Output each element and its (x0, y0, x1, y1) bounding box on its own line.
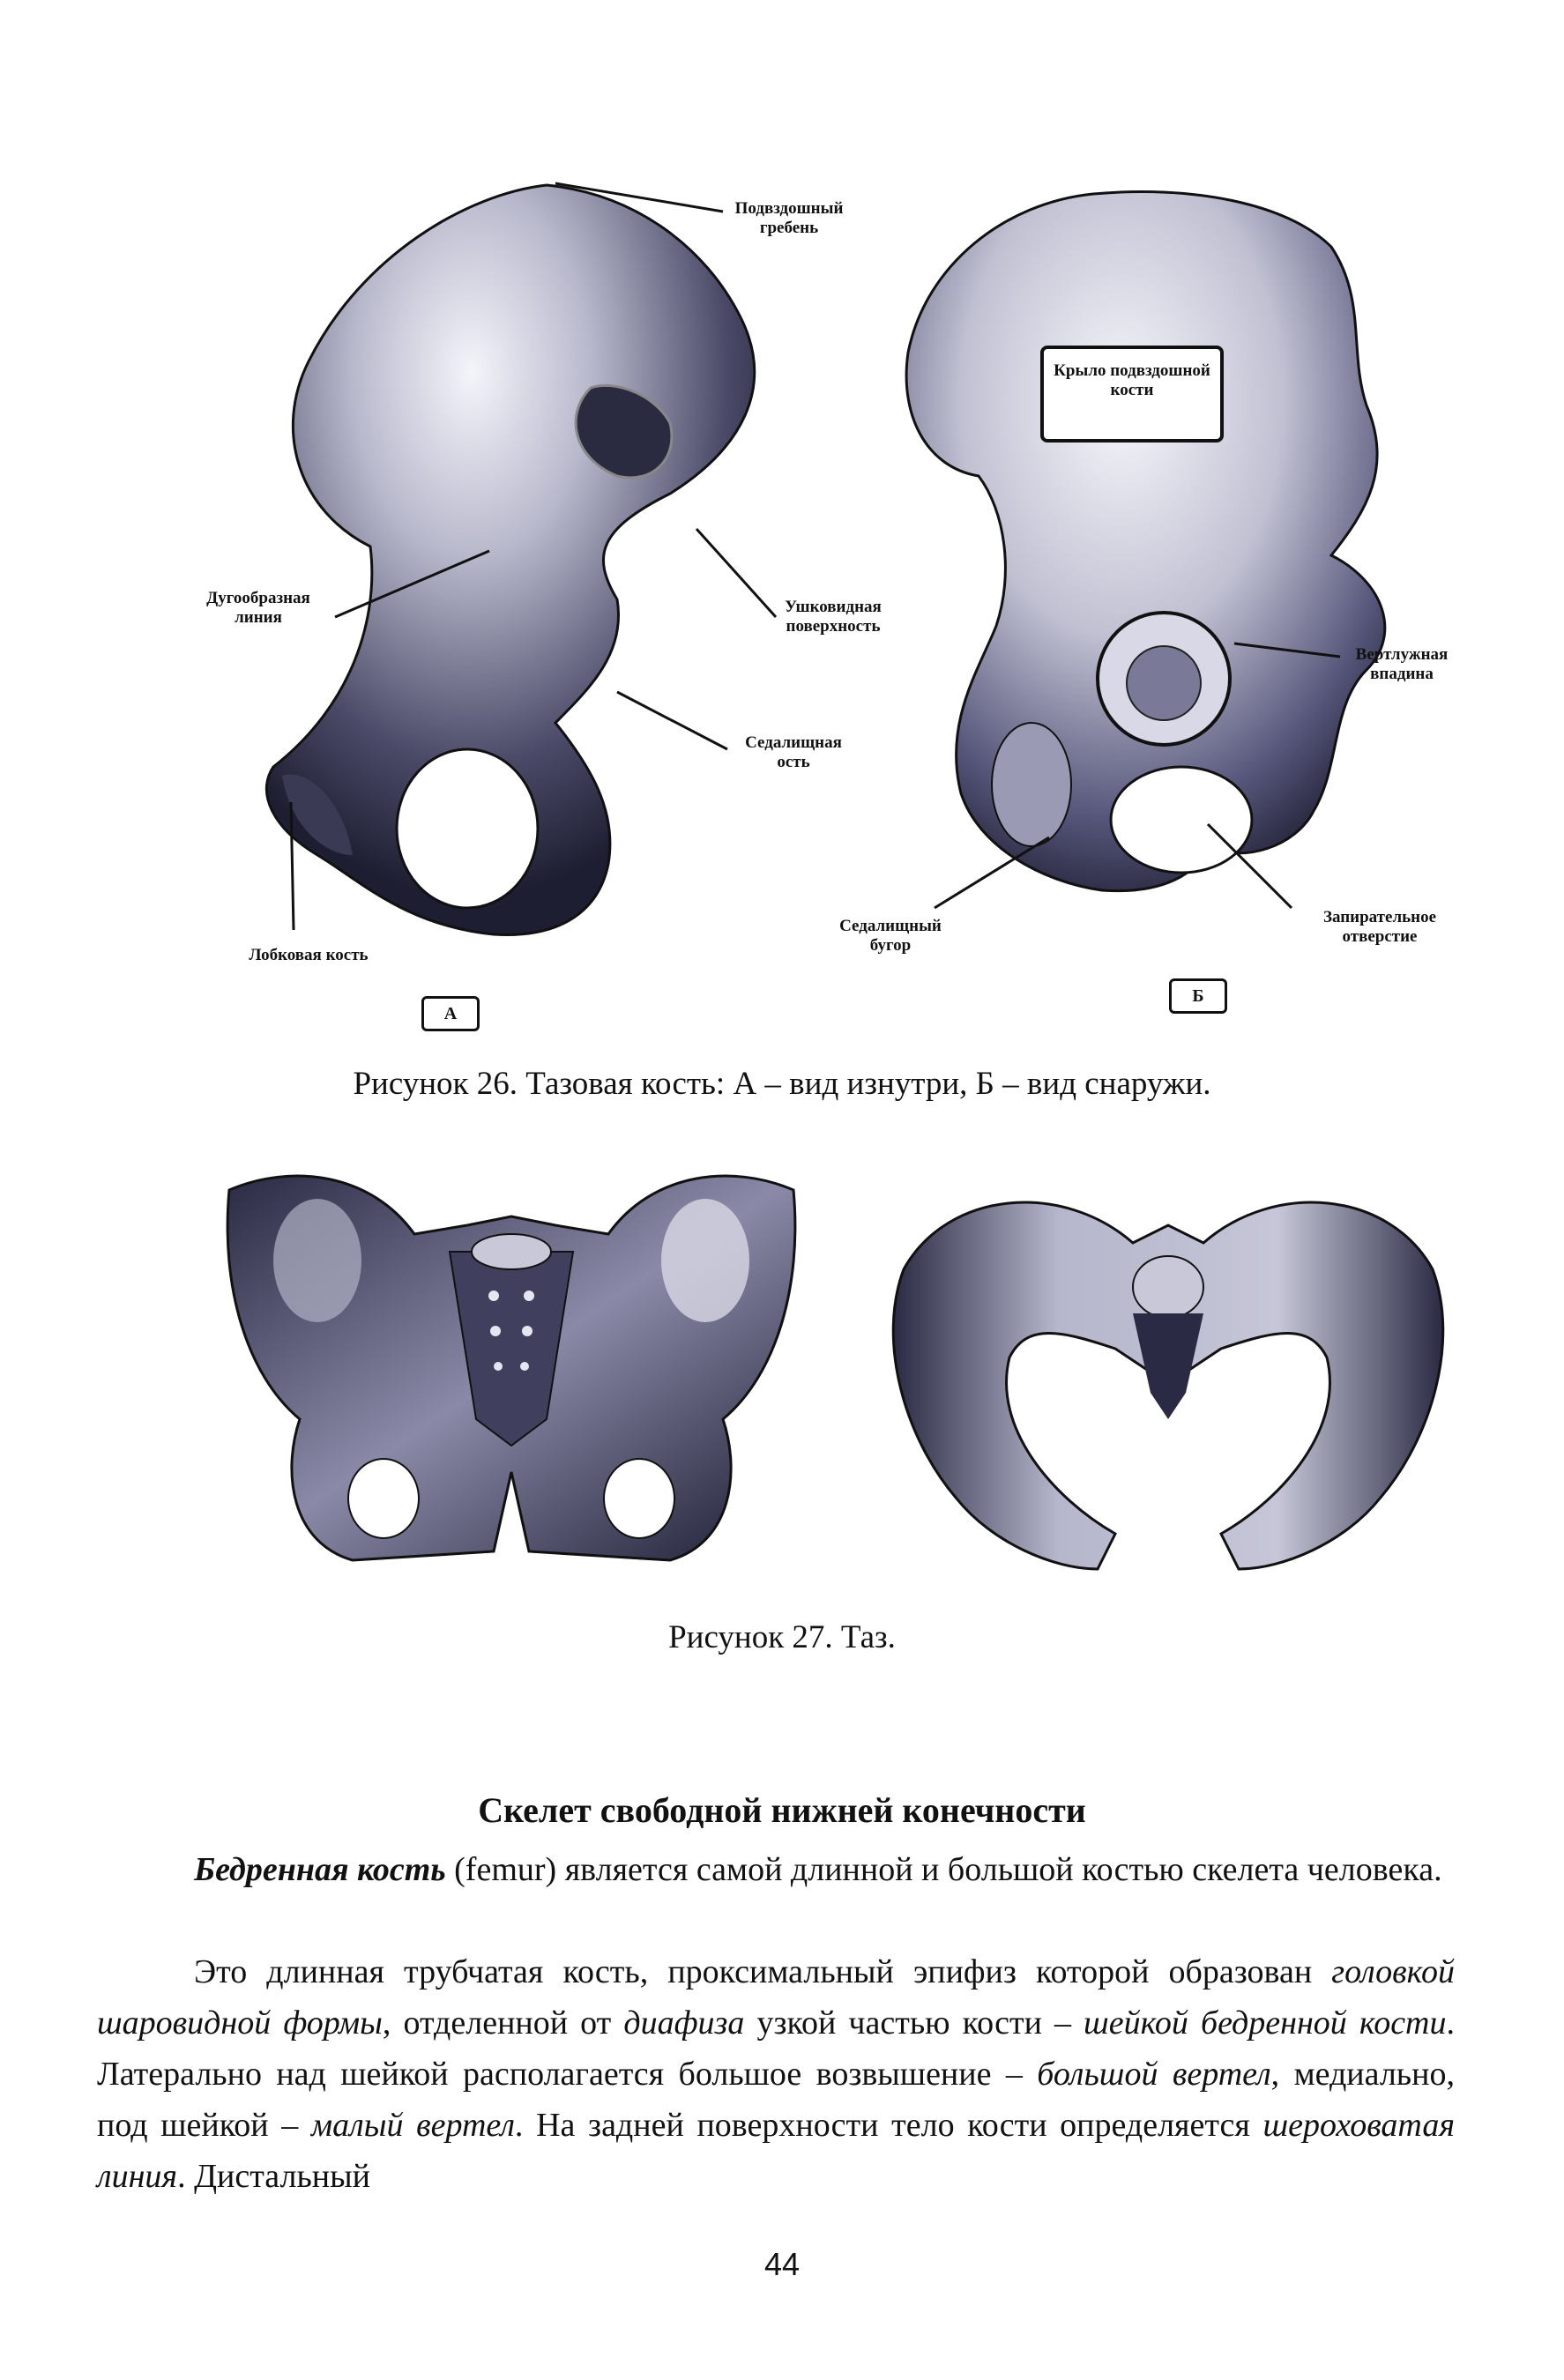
paragraph-femur-description (97, 1946, 1455, 2202)
label-pubic-bone: Лобковая кость (249, 946, 369, 964)
p2-term-neck: шейкой бедренной кости (1084, 2004, 1447, 2042)
p2-term-diaphysis: диафиза (623, 2004, 745, 2042)
label-ilium-wing: Крыло подвздошной кости (1054, 361, 1210, 399)
section-heading: Скелет свободной нижней конечности (478, 1790, 1086, 1830)
term-femur: Бедренная кость (194, 1851, 446, 1888)
p2-text-4: . Латерально над шейкой располагается большое возвышение – (97, 2004, 1455, 2093)
pelvis-top-view-illustration (868, 1164, 1468, 1587)
figure-26-caption: Рисунок 26. Тазовая кость: А – вид изнутри, Б – вид снаружи. (353, 1066, 1211, 1102)
label-ilium-wing-box (1040, 346, 1224, 443)
panel-a-label: А (421, 996, 480, 1031)
p2-term-linea-aspera: шероховатая линия (97, 2107, 1456, 2195)
p2-text-6: . На задней поверхности тело кости определяется (514, 2107, 1263, 2144)
label-arcuate-line: Дугообразная линия (206, 589, 310, 627)
p2-text-1: Это длинная трубчатая кость, проксимальный эпифиз которой образован (194, 1953, 1332, 1990)
label-auricular-surface: Ушковидная поверхность (785, 598, 882, 636)
paragraph-1-text: (femur) является самой длинной и большой костью скелета человека. (445, 1851, 1442, 1888)
label-obturator-foramen: Запирательное отверстие (1322, 908, 1437, 946)
panel-b-label: Б (1169, 978, 1227, 1014)
label-iliac-crest: Подвздошный гребень (734, 199, 844, 237)
p2-term-lesser-trochanter: малый вертел (310, 2107, 515, 2144)
label-ischial-tuberosity: Седалищный бугор (839, 917, 942, 955)
pelvis-front-view-illustration (212, 1155, 811, 1578)
p2-term-greater-trochanter: большой вертел (1037, 2056, 1271, 2093)
paragraph-femur-intro (97, 1844, 1455, 1895)
label-acetabulum: Вертлужная впадина (1355, 645, 1449, 683)
figure-26-leader-lines (0, 0, 1564, 1058)
p2-text-3: узкой частью кости – (744, 2004, 1084, 2042)
p2-text-2: , отделенной от (382, 2004, 624, 2042)
p2-text-5: , медиально, под шейкой – (97, 2056, 1455, 2144)
page-number: 44 (763, 2246, 801, 2282)
p2-text-7: . Дистальный (177, 2158, 370, 2195)
figure-27-caption: Рисунок 27. Таз. (668, 1619, 896, 1655)
label-ischial-spine: Седалищная ость (745, 733, 842, 771)
p2-term-head: головкой шаровидной формы (97, 1953, 1455, 2042)
